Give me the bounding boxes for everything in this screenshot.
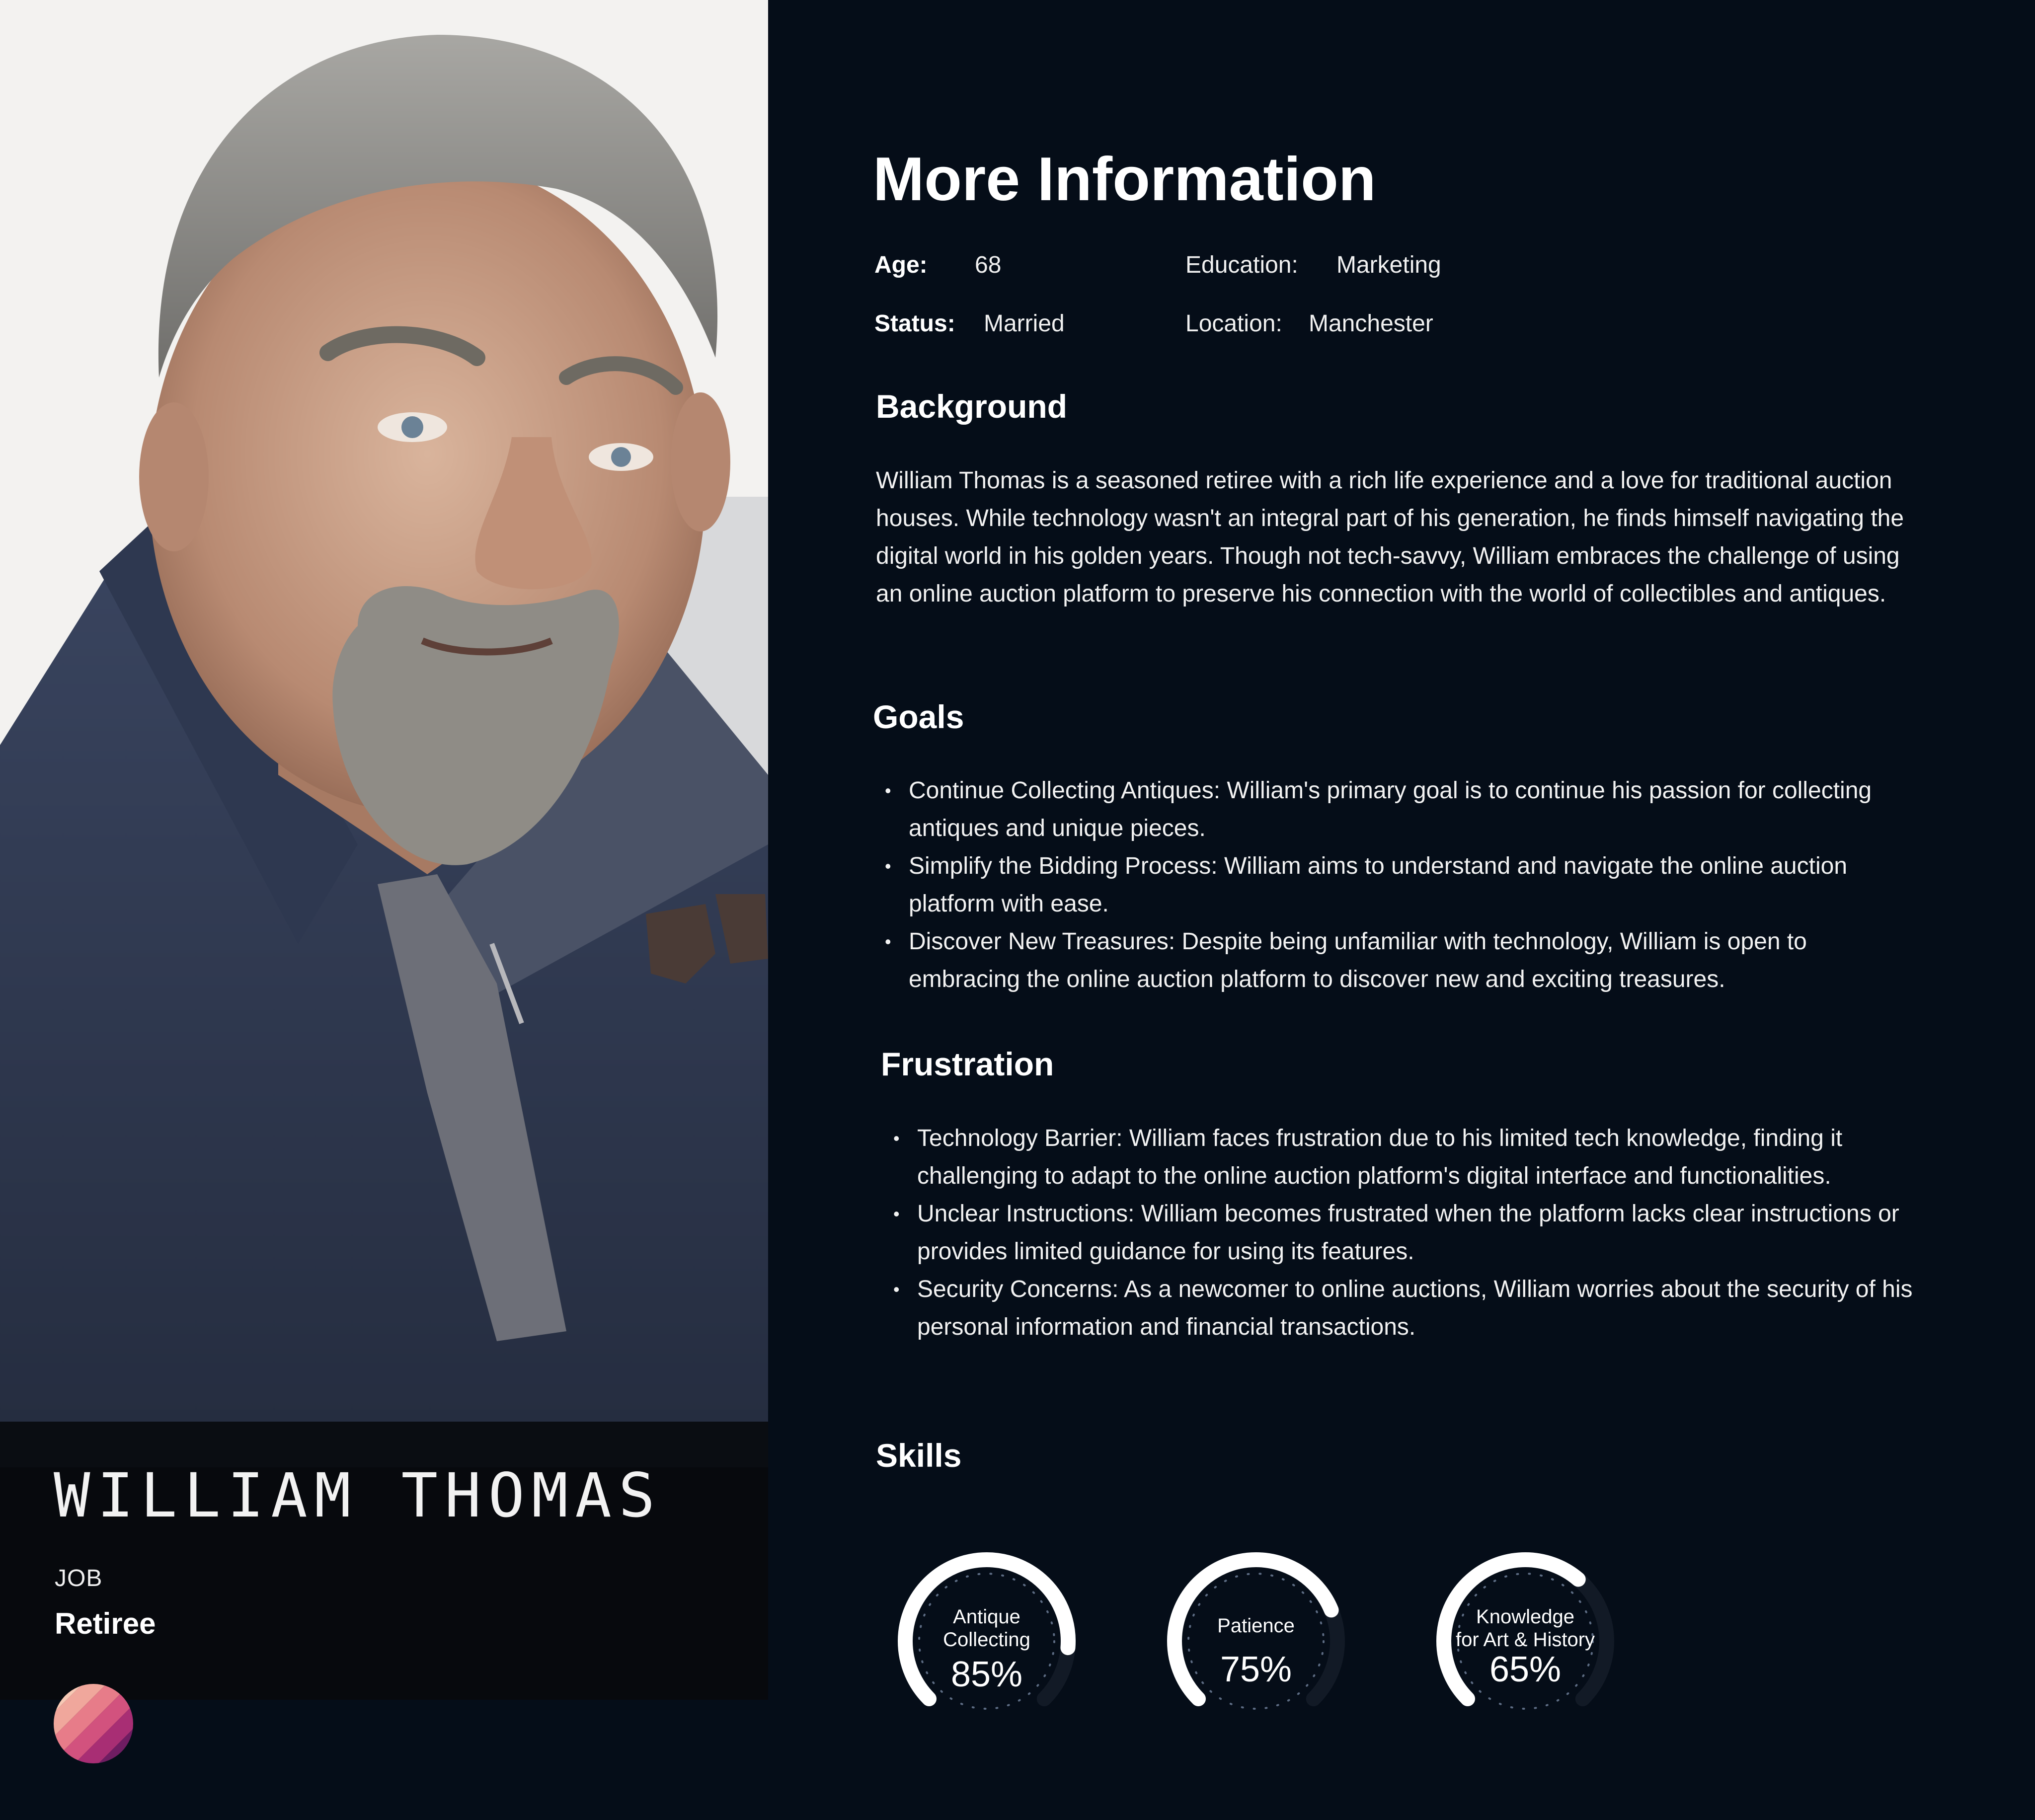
frustration-heading: Frustration (881, 1046, 1054, 1082)
goals-heading: Goals (873, 698, 964, 735)
striped-circle-logo-icon (54, 1684, 133, 1763)
status-row (874, 310, 955, 337)
education-label: Education: (1185, 252, 1298, 278)
skill-percent: 85% (950, 1655, 1023, 1694)
skill-ring (1162, 1547, 1350, 1736)
age-label: Age: (874, 252, 928, 278)
skill-gauge-antique-collecting (892, 1547, 1081, 1736)
age-value: 68 (975, 252, 1002, 278)
job-label: JOB (55, 1565, 103, 1592)
frustration-list (884, 1120, 1918, 1346)
skills-heading: Skills (876, 1437, 962, 1474)
list-item: • Continue Collecting Antiques: William's primary goal is to continue his passion for collecting antiques and unique pieces. (876, 772, 1909, 847)
background-text: William Thomas is a seasoned retiree with a rich life experience and a love for traditional auction houses. While technology wasn't an integral part of his generation, he finds himself navigating the digital world in his golden years. Though not tech-savvy, William embraces the challenge of using an online auction platform to preserve his connection with the world of collectibles and antiques. (876, 467, 1904, 607)
education-value: Marketing (1336, 252, 1441, 278)
skill-label: Knowledge for Art & History (1455, 1606, 1595, 1651)
skill-gauge-knowledge-art-history (1431, 1547, 1620, 1736)
list-item: • Simplify the Bidding Process: William aims to understand and navigate the online auction platform with ease. (876, 847, 1909, 923)
skill-gauge-patience (1162, 1547, 1350, 1736)
profile-photo (0, 0, 768, 1422)
status-label: Status: (874, 310, 955, 337)
status-value: Married (984, 310, 1065, 337)
skill-percent: 65% (1489, 1650, 1562, 1689)
more-information-title: More Information (873, 145, 1376, 214)
skill-label: Antique Collecting (943, 1606, 1030, 1651)
persona-name: WILLIAM THOMAS (54, 1460, 662, 1531)
goals-list (876, 772, 1909, 998)
skill-label: Patience (1217, 1615, 1295, 1637)
age-row (874, 251, 928, 279)
portrait-illustration (0, 0, 768, 1422)
job-value: Retiree (55, 1607, 156, 1640)
list-item: • Security Concerns: As a newcomer to online auctions, William worries about the security of his personal information and financial transactions. (884, 1271, 1918, 1346)
location-label: Location: (1185, 310, 1282, 337)
location-value: Manchester (1309, 310, 1433, 337)
list-item: • Unclear Instructions: William becomes frustrated when the platform lacks clear instructions or provides limited guidance for using its features. (884, 1195, 1918, 1271)
background-heading: Background (876, 388, 1068, 425)
skill-percent: 75% (1220, 1650, 1292, 1689)
list-item: • Discover New Treasures: Despite being unfamiliar with technology, William is open to embracing the online auction platform to discover new and exciting treasures. (876, 923, 1909, 998)
list-item: • Technology Barrier: William faces frustration due to his limited tech knowledge, finding it challenging to adapt to the online auction platform's digital interface and functionalities. (884, 1120, 1918, 1195)
